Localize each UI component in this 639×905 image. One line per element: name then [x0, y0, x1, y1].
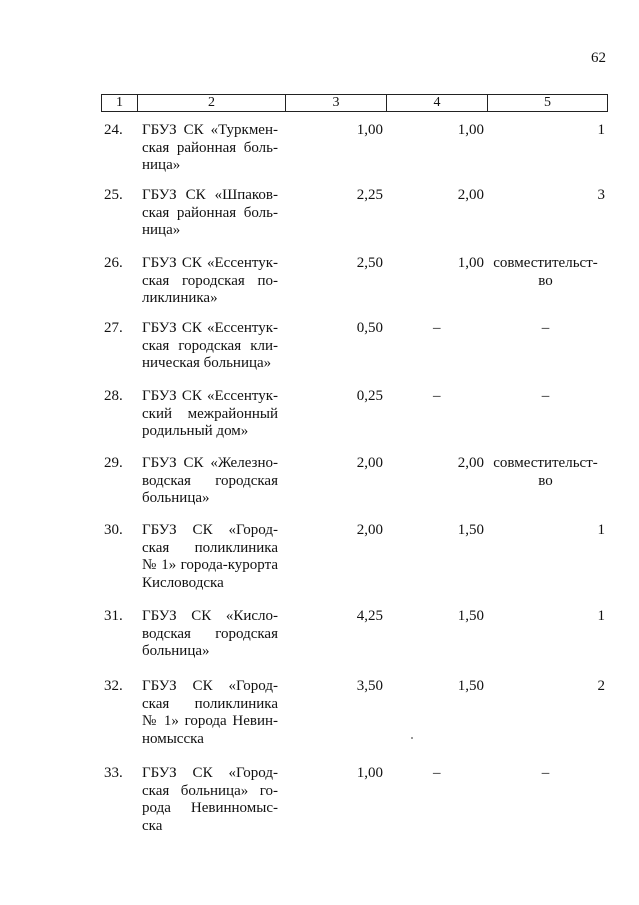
col5-value	[486, 187, 605, 205]
institution-name-line: ская районная боль-	[142, 139, 278, 156]
institution-name-line: родильный дом»	[142, 423, 249, 439]
institution-name	[142, 255, 278, 308]
col3-value: 2,50	[356, 255, 383, 271]
institution-name-line: больница»	[142, 643, 210, 659]
col5-line: совместительст-	[493, 255, 598, 271]
institution-name	[142, 608, 278, 661]
scan-speck	[411, 737, 413, 739]
col5-value	[486, 765, 605, 783]
col3-value: 0,25	[356, 388, 383, 404]
col5-value	[486, 522, 605, 540]
institution-name-line: ница»	[142, 222, 181, 238]
institution-name	[142, 388, 278, 441]
page-number: 62	[591, 50, 606, 66]
col5-value	[486, 608, 605, 626]
institution-name-line: рода Невинномыс-	[142, 800, 278, 816]
institution-name	[142, 522, 278, 592]
col5-line: 1	[597, 122, 605, 138]
col3-value: 2,00	[356, 522, 383, 538]
institution-name-line: ская городская по-	[142, 272, 278, 289]
col5-line: 1	[597, 608, 605, 624]
institution-name-line: ГБУЗ СК «Кисло-	[142, 608, 278, 624]
institution-name-line: ГБУЗ СК «Город-	[142, 765, 278, 781]
row-number: 31.	[104, 608, 123, 624]
institution-name-line: ская городская кли-	[142, 337, 278, 354]
row-number: 25.	[104, 187, 123, 203]
col4-value: 2,00	[457, 455, 484, 471]
institution-name-line: ская поликлиника	[142, 539, 278, 556]
institution-name	[142, 122, 278, 175]
col5-value	[486, 255, 605, 290]
institution-name-line: ская больница» го-	[142, 782, 278, 799]
institution-name-line: ска	[142, 817, 163, 834]
col5-line: 1	[597, 522, 605, 538]
col3-value: 0,50	[356, 320, 383, 336]
institution-name	[142, 678, 278, 748]
header-col-4: 4	[387, 95, 488, 112]
col4-value: 1,50	[457, 608, 484, 624]
header-col-2: 2	[138, 95, 286, 112]
row-number: 30.	[104, 522, 123, 538]
col5-line: во	[538, 472, 553, 489]
header-col-1: 1	[102, 95, 138, 112]
col3-value: 3,50	[356, 678, 383, 694]
institution-name-line: ГБУЗ СК «Город-	[142, 522, 278, 538]
institution-name-line: ГБУЗ СК «Шпаков-	[142, 187, 278, 203]
col4-value: 1,50	[457, 522, 484, 538]
institution-name-line: ГБУЗ СК «Ессентук-	[142, 388, 278, 404]
institution-name-line: ница»	[142, 157, 181, 173]
col5-line: 3	[597, 187, 605, 203]
institution-name-line: ГБУЗ СК «Железно-	[142, 455, 278, 471]
row-number: 24.	[104, 122, 123, 138]
col3-value: 4,25	[356, 608, 383, 624]
col4-value: –	[433, 765, 441, 781]
col5-value	[486, 455, 605, 490]
col5-value	[486, 678, 605, 696]
header-col-5: 5	[488, 95, 608, 112]
col5-line: –	[541, 765, 550, 781]
col4-value: –	[433, 388, 441, 404]
row-number: 29.	[104, 455, 123, 471]
col5-line: совместительст-	[493, 455, 598, 471]
institution-name	[142, 320, 278, 373]
row-number: 32.	[104, 678, 123, 694]
institution-name-line: ГБУЗ СК «Город-	[142, 678, 278, 694]
row-number: 33.	[104, 765, 123, 781]
institution-name-line: ский межрайонный	[142, 405, 278, 422]
institution-name	[142, 765, 278, 835]
institution-name-line: ская поликлиника	[142, 695, 278, 712]
institution-name-line: ская районная боль-	[142, 204, 278, 221]
column-number-header	[101, 94, 608, 112]
institution-name-line: водская городская	[142, 472, 278, 489]
col4-value: 2,00	[457, 187, 484, 203]
institution-name-line: водская городская	[142, 625, 278, 642]
row-number: 27.	[104, 320, 123, 336]
col3-value: 2,25	[356, 187, 383, 203]
col3-value: 1,00	[356, 122, 383, 138]
col3-value: 2,00	[356, 455, 383, 471]
institution-name	[142, 455, 278, 508]
col5-line: –	[541, 388, 550, 404]
institution-name-line: ликлиника»	[142, 290, 218, 306]
institution-name-line: больница»	[142, 490, 210, 506]
col4-value: 1,00	[457, 122, 484, 138]
col4-value: 1,00	[457, 255, 484, 271]
col3-value: 1,00	[356, 765, 383, 781]
institution-name-line: ГБУЗ СК «Ессентук-	[142, 320, 278, 336]
col5-value	[486, 122, 605, 140]
institution-name-line: № 1» города Невин-	[142, 713, 278, 729]
institution-name-line: ГБУЗ СК «Ессентук-	[142, 255, 278, 271]
institution-name-line: номысска	[142, 730, 204, 747]
col5-line: –	[541, 320, 550, 336]
col4-value: 1,50	[457, 678, 484, 694]
institution-name	[142, 187, 278, 240]
institution-name-line: ГБУЗ СК «Туркмен-	[142, 122, 278, 138]
col5-line: во	[538, 272, 553, 289]
col5-value	[486, 388, 605, 406]
institution-name-line: № 1» города-курорта	[142, 557, 278, 573]
row-number: 28.	[104, 388, 123, 404]
institution-name-line: ническая больница»	[142, 355, 272, 371]
header-col-3: 3	[286, 95, 387, 112]
row-number: 26.	[104, 255, 123, 271]
institution-name-line: Кисловодска	[142, 574, 224, 591]
col4-value: –	[433, 320, 441, 336]
col5-line: 2	[597, 678, 605, 694]
col5-value	[486, 320, 605, 338]
